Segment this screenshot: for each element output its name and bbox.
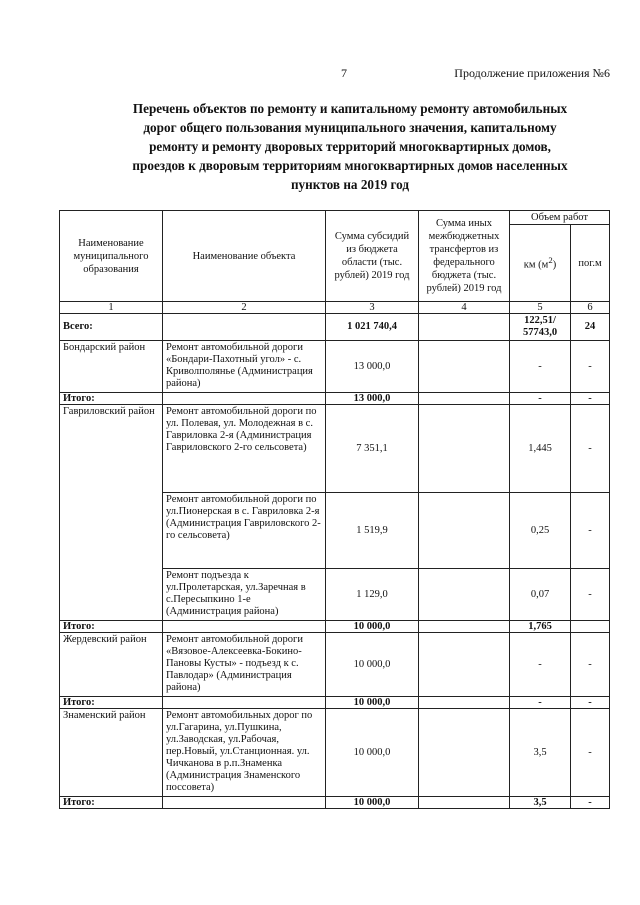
empty-cell — [163, 697, 326, 709]
grand-total-km: 122,51/ 57743,0 — [510, 314, 571, 341]
object-row — [60, 341, 610, 393]
km-superscript: 2 — [548, 255, 553, 266]
appendix-continuation: Продолжение приложения №6 — [454, 66, 610, 80]
title-line: пунктов на 2019 год — [290, 177, 410, 192]
empty-cell — [419, 697, 510, 709]
object-name: Ремонт автомобильных дорог по ул.Гагарина, ул.Пушкина, ул.Заводская, ул.Рабочая, пер.Новый, ул.Станционная. ул. Чичканова в р.п.Знаменка (Администрация Знаменского поссовета) — [163, 709, 326, 797]
object-subsidy: 1 129,0 — [326, 569, 419, 621]
empty-cell — [419, 621, 510, 633]
group-total-row — [60, 393, 610, 405]
col-transfers-header: Сумма иных межбюджетных трансфертов из федерального бюджета (тыс. рублей) 2019 год — [419, 211, 510, 302]
group-total-km: 1,765 — [510, 621, 571, 633]
title-line: ремонту и ремонту дворовых территорий многоквартирных домов, — [149, 139, 551, 154]
empty-cell — [419, 314, 510, 341]
object-subsidy: 1 519,9 — [326, 493, 419, 569]
group-total-linear: - — [571, 697, 610, 709]
group-total-subsidy: 10 000,0 — [326, 797, 419, 809]
object-linear: - — [571, 709, 610, 797]
object-linear: - — [571, 633, 610, 697]
object-km: 0,07 — [510, 569, 571, 621]
object-name: Ремонт подъезда к ул.Пролетарская, ул.Заречная в с.Пересыпкино 1-е (Администрация района) — [163, 569, 326, 621]
group-total-km: - — [510, 393, 571, 405]
column-number: 1 — [60, 302, 163, 314]
column-number: 4 — [419, 302, 510, 314]
object-linear: - — [571, 569, 610, 621]
empty-cell — [419, 569, 510, 621]
group-total-subsidy: 13 000,0 — [326, 393, 419, 405]
empty-cell — [419, 341, 510, 393]
empty-cell — [163, 797, 326, 809]
column-number: 6 — [571, 302, 610, 314]
empty-cell — [419, 633, 510, 697]
object-km: 3,5 — [510, 709, 571, 797]
object-name: Ремонт автомобильной дороги «Бондари-Пахотный угол» - с. Криволполянье (Администрация района) — [163, 341, 326, 393]
col-volume-header: Объем работ — [510, 211, 610, 225]
group-total-km: - — [510, 697, 571, 709]
empty-cell — [419, 393, 510, 405]
municipality-name: Знаменский район — [60, 709, 163, 797]
km-close: ) — [552, 259, 557, 271]
municipality-name: Бондарский район — [60, 341, 163, 393]
col-object-header: Наименование объекта — [163, 211, 326, 302]
column-number: 2 — [163, 302, 326, 314]
km-label: км (м — [523, 259, 549, 271]
column-number: 5 — [510, 302, 571, 314]
object-row — [60, 633, 610, 697]
document-title — [60, 99, 640, 194]
page-number: 7 — [341, 66, 347, 80]
empty-cell — [419, 797, 510, 809]
object-linear: - — [571, 405, 610, 493]
group-total-linear — [571, 621, 610, 633]
grand-total-linear: 24 — [571, 314, 610, 341]
municipality-name: Гавриловский район — [60, 405, 163, 621]
group-total-linear: - — [571, 393, 610, 405]
column-numbers-row — [60, 302, 610, 314]
object-km: 0,25 — [510, 493, 571, 569]
group-total-label: Итого: — [60, 697, 163, 709]
road-repair-table — [59, 210, 610, 809]
col-linear-header: пог.м — [571, 225, 610, 302]
object-subsidy: 10 000,0 — [326, 633, 419, 697]
group-total-label: Итого: — [60, 621, 163, 633]
group-total-linear: - — [571, 797, 610, 809]
group-total-label: Итого: — [60, 797, 163, 809]
object-km: 1,445 — [510, 405, 571, 493]
empty-cell — [419, 493, 510, 569]
object-subsidy: 7 351,1 — [326, 405, 419, 493]
group-total-label: Итого: — [60, 393, 163, 405]
title-line: проездов к дворовым территориям многоквартирных домов населенных — [132, 158, 568, 173]
municipality-name: Жердевский район — [60, 633, 163, 697]
empty-cell — [419, 709, 510, 797]
col-subsidy-header: Сумма субсидий из бюджета области (тыс. рублей) 2019 год — [326, 211, 419, 302]
group-total-row — [60, 797, 610, 809]
group-total-row — [60, 621, 610, 633]
col-km-header — [510, 225, 571, 302]
column-number: 3 — [326, 302, 419, 314]
object-linear: - — [571, 341, 610, 393]
object-km: - — [510, 341, 571, 393]
object-subsidy: 10 000,0 — [326, 709, 419, 797]
group-total-subsidy: 10 000,0 — [326, 697, 419, 709]
title-line: дорог общего пользования муниципального значения, капитальному — [143, 120, 557, 135]
object-name: Ремонт автомобильной дороги по ул. Полевая, ул. Молодежная в с. Гавриловка 2-я (Администрация Гавриловского 2-го сельсовета) — [163, 405, 326, 493]
object-km: - — [510, 633, 571, 697]
group-total-row — [60, 697, 610, 709]
object-name: Ремонт автомобильной дороги «Вязовое-Алексеевка-Бокино-Пановы Кусты» - подъезд к с. Павлодар» (Администрация района) — [163, 633, 326, 697]
object-linear: - — [571, 493, 610, 569]
grand-total-subsidy: 1 021 740,4 — [326, 314, 419, 341]
group-total-subsidy: 10 000,0 — [326, 621, 419, 633]
empty-cell — [163, 314, 326, 341]
title-line: Перечень объектов по ремонту и капитальному ремонту автомобильных — [132, 101, 568, 116]
grand-total-row — [60, 314, 610, 341]
empty-cell — [163, 621, 326, 633]
col-municipality-header: Наименование муниципального образования — [60, 211, 163, 302]
object-name: Ремонт автомобильной дороги по ул.Пионерская в с. Гавриловка 2-я (Администрация Гавриловского 2-го сельсовета) — [163, 493, 326, 569]
object-row — [60, 405, 610, 493]
object-row — [60, 709, 610, 797]
empty-cell — [419, 405, 510, 493]
grand-total-label: Всего: — [60, 314, 163, 341]
group-total-km: 3,5 — [510, 797, 571, 809]
empty-cell — [163, 393, 326, 405]
object-subsidy: 13 000,0 — [326, 341, 419, 393]
